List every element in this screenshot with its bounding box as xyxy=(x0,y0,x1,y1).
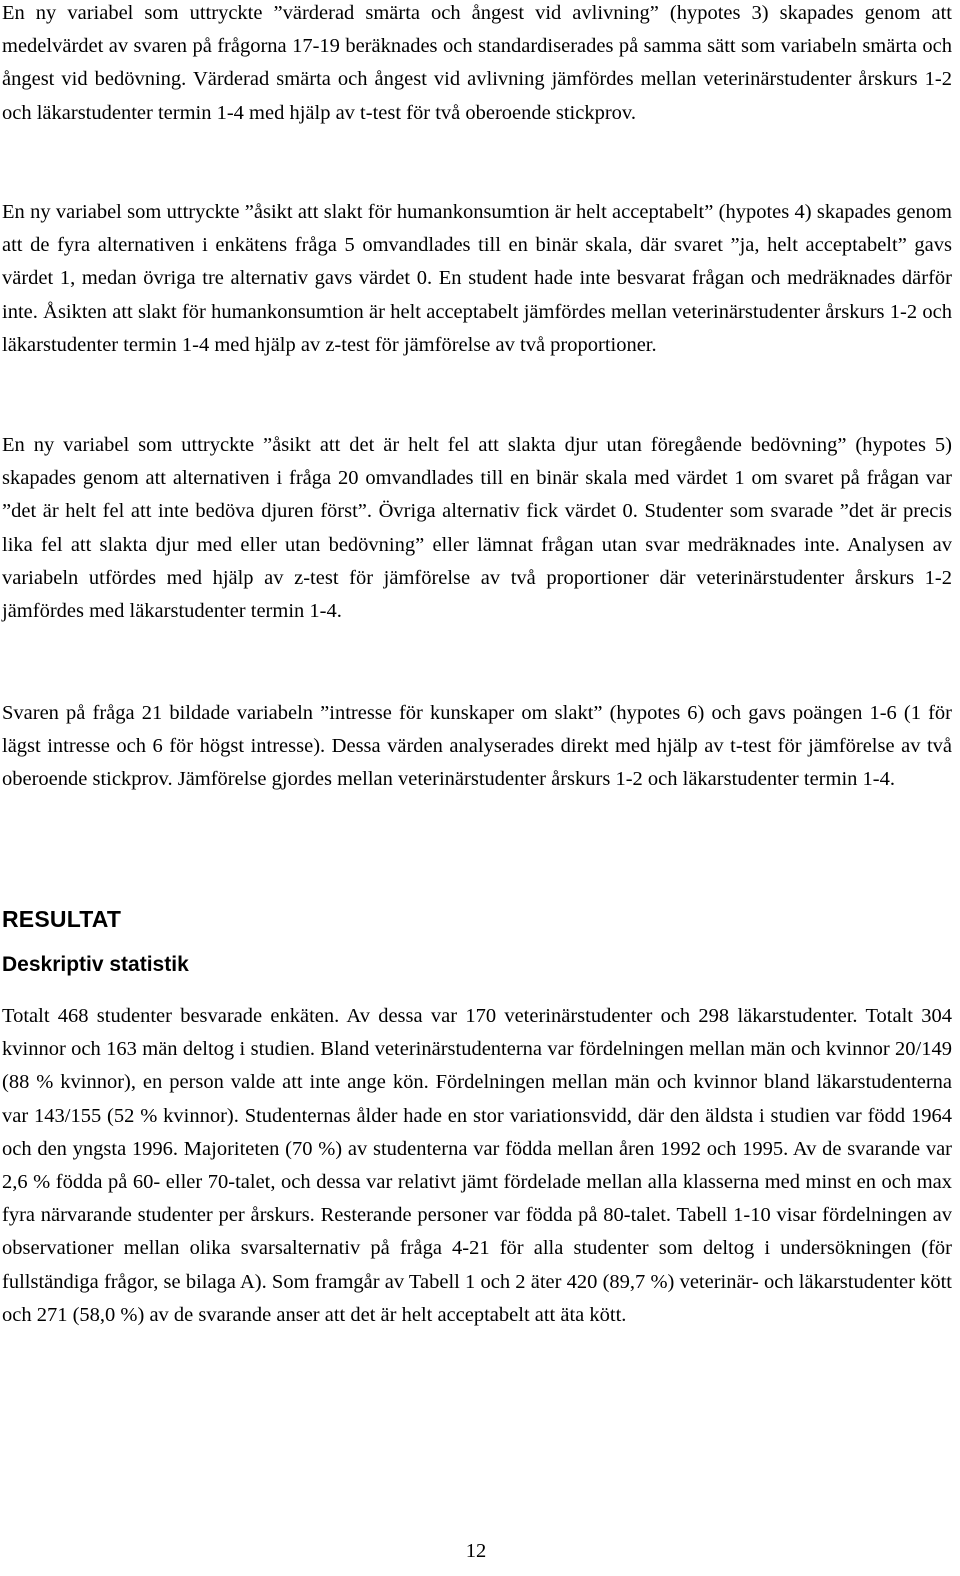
paragraph-descriptive-statistics: Totalt 468 studenter besvarade enkäten. Av dessa var 170 veterinärstudenter och 298 läkarstudenter. Totalt 304 kvinnor och 163 män deltog i studien. Bland veterinärstudenterna var fördelningen mellan män och kvinnor 20/149 (88 % kvinnor), en person valde att inte ange kön. Fördelningen mellan män och kvinnor bland läkarstudenterna var 143/155 (52 % kvinnor). Studenternas ålder hade en stor variationsvidd, där den äldsta i studien var född 1964 och den yngsta 1996. Majoriteten (70 %) av studenterna var födda mellan åren 1992 och 1995. Av de svarande var 2,6 % födda på 60- eller 70-talet, och dessa var relativt jämt fördelade mellan alla klasserna med minst en och max fyra närvarande studenter per årskurs. Resterande personer var födda på 80-talet. Tabell 1-10 visar fördelningen av observationer mellan olika svarsalternativ på fråga 4-21 för alla studenter som deltog i undersökningen (för fullständiga frågor, se bilaga A). Som framgår av Tabell 1 och 2 äter 420 (89,7 %) veterinär- och läkarstudenter kött och 271 (58,0 %) av de svarande anser att det är helt acceptabelt att äta kött. xyxy=(2,1005,952,1326)
paragraph-hypothesis-3: En ny variabel som uttryckte ”värderad smärta och ångest vid avlivning” (hypotes 3) skapades genom att medelvärdet av svaren på frågorna 17-19 beräknades och standardiserades på samma sätt som variabeln smärta och ångest vid bedövning. Värderad smärta och ångest vid avlivning jämfördes mellan veterinärstudenter årskurs 1-2 och läkarstudenter termin 1-4 med hjälp av t-test för två oberoende stickprov. xyxy=(2,2,952,124)
paragraph-hypothesis-5: En ny variabel som uttryckte ”åsikt att det är helt fel att slakta djur utan föregående bedövning” (hypotes 5) skapades genom att alternativen i fråga 20 omvandlades till en binär skala med värdet 1 om svaret på frågan var ”det är helt fel att inte bedöva djuren först”. Övriga alternativ fick värdet 0. Studenter som svarade ”det är precis lika fel att slakta djur med eller utan bedövning” eller lämnat frågan utan svar medräknades inte. Analysen av variabeln utfördes med hjälp av z-test för jämförelse av två proportioner där veterinärstudenter årskurs 1-2 jämfördes med läkarstudenter termin 1-4. xyxy=(2,434,952,623)
section-heading-resultat: RESULTAT xyxy=(2,906,122,932)
paragraph-hypothesis-6: Svaren på fråga 21 bildade variabeln ”intresse för kunskaper om slakt” (hypotes 6) och gavs poängen 1-6 (1 för lägst intresse och 6 för högst intresse). Dessa värden analyserades direkt med hjälp av t-test för jämförelse av två oberoende stickprov. Jämförelse gjordes mellan veterinärstudenter årskurs 1-2 och läkarstudenter termin 1-4. xyxy=(2,702,952,791)
subsection-heading-deskriptiv-statistik: Deskriptiv statistik xyxy=(2,953,189,976)
paragraph-hypothesis-4: En ny variabel som uttryckte ”åsikt att slakt för humankonsumtion är helt acceptabelt” (hypotes 4) skapades genom att de fyra alternativen i enkätens fråga 5 omvandlades till en binär skala, där svaret ”ja, helt acceptabelt” gavs värdet 1, medan övriga tre alternativ gavs värdet 0. En student hade inte besvarat frågan och medräknades därför inte. Åsikten att slakt för humankonsumtion är helt acceptabelt jämfördes mellan veterinärstudenter årskurs 1-2 och läkarstudenter termin 1-4 med hjälp av z-test för jämförelse av två proportioner. xyxy=(2,201,952,356)
page-number: 12 xyxy=(465,1540,487,1562)
